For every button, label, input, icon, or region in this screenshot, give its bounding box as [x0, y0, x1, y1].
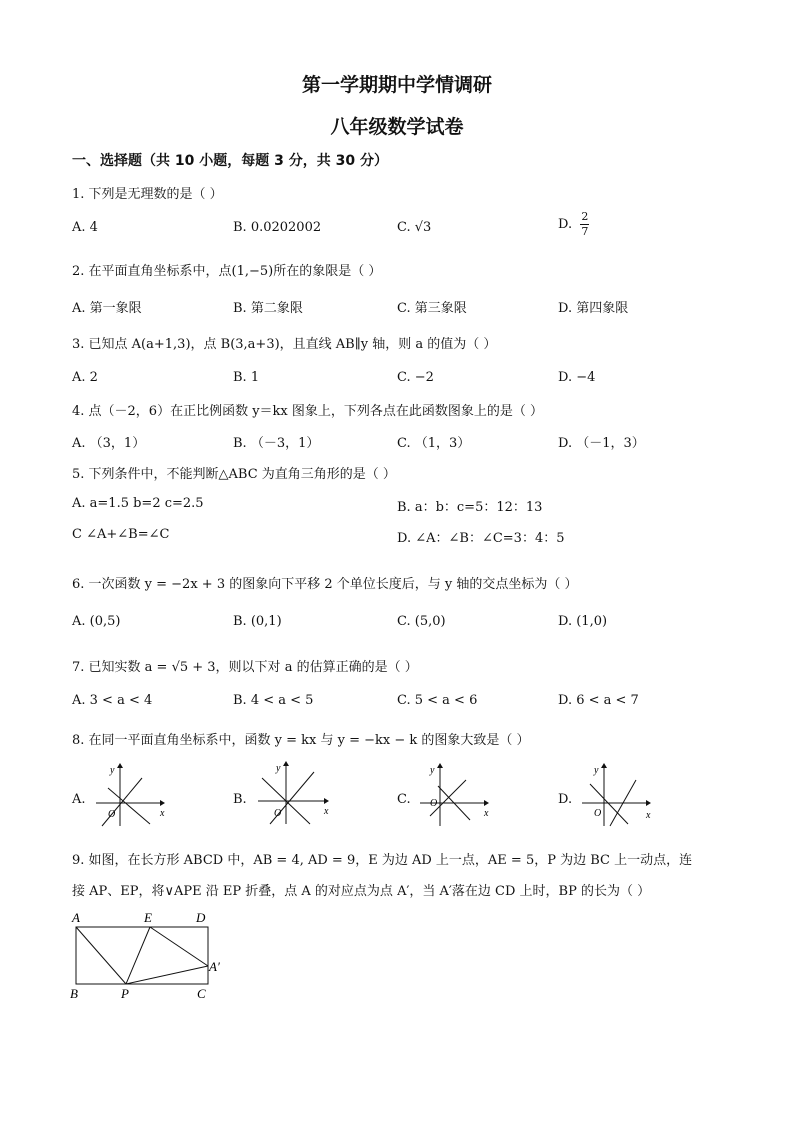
question-1-option-a: A. 4 [72, 220, 98, 235]
figure-label-a: A [72, 910, 80, 925]
question-3-option-b: B. 1 [233, 370, 260, 385]
question-8-option-b: B. [233, 792, 247, 807]
question-7-option-b: B. 4 < a < 5 [233, 693, 314, 708]
question-3-option-c: C. −2 [397, 370, 434, 385]
question-5-option-c: C ∠A+∠B=∠C [72, 527, 170, 542]
question-3-stem: 3. 已知点 A(a+1,3)，点 B(3,a+3)，且直线 AB∥y 轴，则 a 的值为（ ） [72, 337, 497, 352]
question-8-stem: 8. 在同一平面直角坐标系中，函数 y = kx 与 y = −kx − k 的图象大致是（ ） [72, 733, 530, 748]
question-8-graph-c [412, 760, 492, 830]
figure-label-d: D [196, 910, 206, 925]
question-1-option-b: B. 0.0202002 [233, 220, 322, 235]
question-4-option-d: D. （－1，3） [558, 436, 645, 451]
question-9-stem-line-2: 接 AP、EP，将∨APE 沿 EP 折叠，点 A 的对应点为点 A′，当 A′落在边 CD 上时，BP 的长为（ ） [72, 884, 651, 899]
question-6-option-a: A. (0,5) [72, 614, 121, 629]
figure-label-e: E [144, 910, 152, 925]
graph-b-origin-label: O [274, 808, 282, 819]
graph-a-x-label: x [160, 808, 165, 819]
question-6-stem: 6. 一次函数 y = −2x + 3 的图象向下平移 2 个单位长度后，与 y 轴的交点坐标为（ ） [72, 577, 578, 592]
graph-d-x-label: x [646, 810, 651, 821]
graph-a-y-label: y [110, 765, 115, 776]
question-8-option-c: C. [397, 792, 411, 807]
figure-label-b: B [70, 986, 78, 1001]
fraction-numerator: 2 [581, 210, 589, 223]
graph-c-y-label: y [430, 765, 435, 776]
fraction-denominator: 7 [581, 225, 589, 238]
question-9-figure [64, 908, 234, 1002]
question-5-option-a: A. a=1.5 b=2 c=2.5 [72, 496, 204, 511]
graph-c-x-label: x [484, 808, 489, 819]
question-3-option-a: A. 2 [72, 370, 98, 385]
page-title: 第一学期期中学情调研 [301, 74, 492, 96]
figure-label-p: P [121, 986, 129, 1001]
graph-b-x-label: x [324, 806, 329, 817]
question-5-option-b: B. a：b：c=5：12：13 [397, 500, 543, 515]
question-5-option-d: D. ∠A：∠B：∠C=3：4：5 [397, 531, 565, 546]
question-2-stem: 2. 在平面直角坐标系中，点(1,−5)所在的象限是（ ） [72, 264, 382, 279]
graph-d-origin-label: O [594, 808, 602, 819]
question-7-option-d: D. 6 < a < 7 [558, 693, 639, 708]
question-8-graph-b [252, 758, 332, 828]
question-8-graph-a [88, 760, 168, 830]
question-3-option-d: D. −4 [558, 370, 596, 385]
figure-label-a-prime: A′ [209, 959, 220, 974]
question-8-graph-d [576, 760, 656, 830]
question-4-option-b: B. （－3，1） [233, 436, 320, 451]
question-7-stem: 7. 已知实数 a = √5 + 3，则以下对 a 的估算正确的是（ ） [72, 660, 418, 675]
question-2-option-c: C. 第三象限 [397, 301, 467, 316]
question-4-option-a: A. （3，1） [72, 436, 146, 451]
figure-label-c: C [197, 986, 206, 1001]
page-subtitle: 八年级数学试卷 [330, 116, 464, 138]
question-9-stem-line-1: 9. 如图，在长方形 ABCD 中，AB = 4, AD = 9，E 为边 AD 上一点，AE = 5，P 为边 BC 上一动点，连 [72, 853, 693, 868]
question-2-option-b: B. 第二象限 [233, 301, 303, 316]
question-5-stem: 5. 下列条件中，不能判断△ABC 为直角三角形的是（ ） [72, 467, 396, 482]
question-1-stem: 1. 下列是无理数的是（ ） [72, 187, 223, 202]
question-1-option-c: C. √3 [397, 220, 432, 235]
question-7-option-c: C. 5 < a < 6 [397, 693, 478, 708]
graph-a-origin-label: O [108, 809, 116, 820]
question-7-option-a: A. 3 < a < 4 [72, 693, 153, 708]
question-6-option-c: C. (5,0) [397, 614, 446, 629]
question-2-option-d: D. 第四象限 [558, 301, 629, 316]
question-6-option-b: B. (0,1) [233, 614, 282, 629]
graph-d-y-label: y [594, 765, 599, 776]
graph-b-y-label: y [276, 763, 281, 774]
graph-c-origin-label: O [430, 798, 438, 809]
question-4-stem: 4. 点（－2，6）在正比例函数 y＝kx 图象上，下列各点在此函数图象上的是（ ） [72, 404, 544, 419]
question-8-option-a: A. [72, 792, 86, 807]
question-2-option-a: A. 第一象限 [72, 301, 142, 316]
question-6-option-d: D. (1,0) [558, 614, 608, 629]
question-8-option-d: D. [558, 792, 573, 807]
question-1-option-d: D. $\frac{2}{7}$ [558, 210, 589, 238]
section-heading: 一、选择题（共 10 小题，每题 3 分，共 30 分） [72, 153, 388, 169]
question-4-option-c: C. （1，3） [397, 436, 471, 451]
